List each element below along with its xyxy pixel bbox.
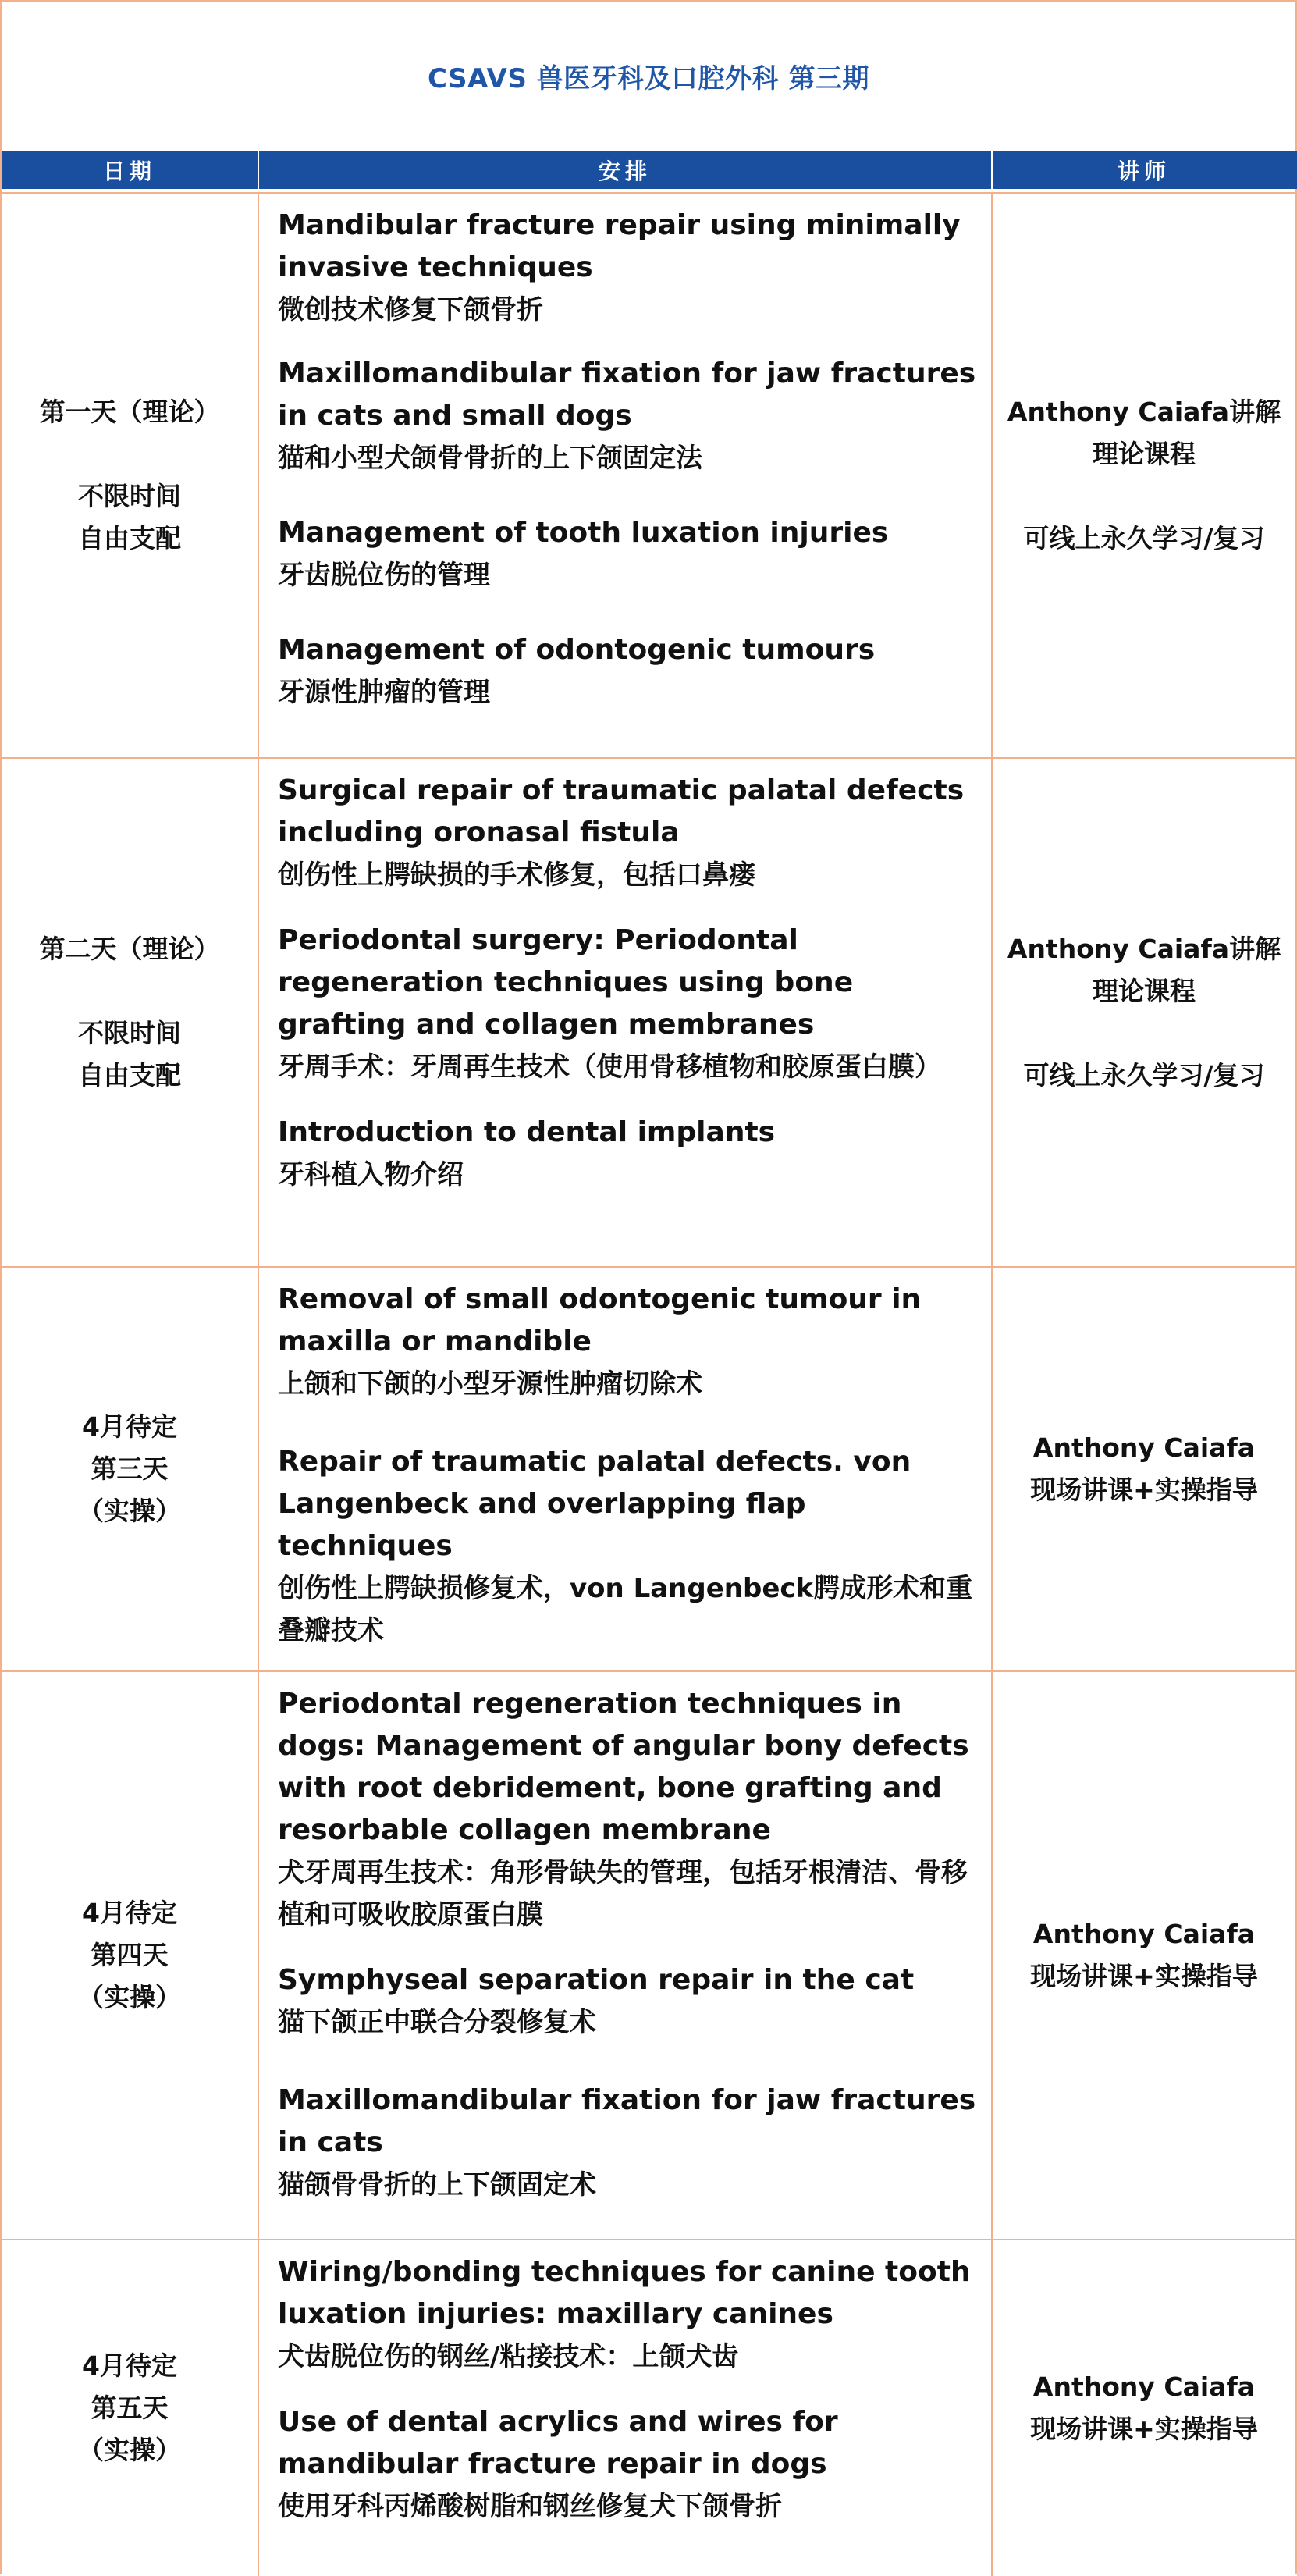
day-label: 第二天（理论） (39, 934, 220, 964)
item-zh: 创伤性上腭缺损的手术修复，包括口鼻瘘 (278, 859, 755, 891)
item-zh: 牙科植入物介绍 (278, 1159, 464, 1190)
lecturer-course: 现场讲课+实操指导 (1030, 1475, 1258, 1505)
day-type: （实操） (78, 1496, 181, 1526)
item-en: Wiring/bonding techniques for canine tooth luxation injuries: maxillary canines (278, 2256, 971, 2330)
list-item (278, 920, 986, 1088)
list-item (278, 205, 986, 331)
list-item (278, 1441, 986, 1652)
day-date: 4月待定 (82, 1898, 177, 1928)
day-cell (2, 759, 259, 1266)
item-en: Maxillomandibular fixation for jaw fractures in cats (278, 2084, 976, 2158)
item-en: Introduction to dental implants (278, 1116, 776, 1148)
lecturer-cell (993, 759, 1295, 1266)
lecturer-course: 理论课程 (1093, 439, 1196, 469)
day-cell (2, 1268, 259, 1670)
item-zh: 牙周手术：牙周再生技术（使用骨移植物和胶原蛋白膜） (278, 1051, 941, 1083)
item-zh: 犬齿脱位伤的钢丝/粘接技术：上颌犬齿 (278, 2341, 739, 2372)
schedule-cell (259, 2240, 993, 2576)
lecturer-course: 现场讲课+实操指导 (1030, 1961, 1258, 1991)
schedule-cell (259, 759, 993, 1266)
day-label: 第一天（理论） (39, 397, 220, 427)
day-label: 第四天 (91, 1940, 169, 1970)
day-label: 第五天 (91, 2393, 169, 2423)
lecturer-cell (993, 194, 1295, 757)
item-zh: 微创技术修复下颌骨折 (278, 294, 543, 326)
list-item (278, 512, 986, 596)
header-schedule: 安排 (259, 151, 993, 189)
list-item (278, 1279, 986, 1405)
schedule-cell (259, 1672, 993, 2239)
table-row (2, 2239, 1295, 2576)
lecturer-course: 现场讲课+实操指导 (1030, 2414, 1258, 2444)
day-date: 4月待定 (82, 2350, 177, 2381)
lecturer-cell (993, 2240, 1295, 2576)
lecturer-cell (993, 1268, 1295, 1670)
title-area (2, 2, 1295, 150)
item-zh: 猫下颌正中联合分裂修复术 (278, 2007, 596, 2038)
item-zh: 猫和小型犬颌骨骨折的上下颌固定法 (278, 443, 702, 474)
lecturer-note: 可线上永久学习/复习 (1023, 1060, 1265, 1091)
lecturer-cell (993, 1672, 1295, 2239)
header-lecturer: 讲师 (1117, 158, 1171, 184)
day-type: （实操） (78, 1982, 181, 2012)
item-zh: 猫颌骨骨折的上下颌固定术 (278, 2169, 596, 2201)
list-item (278, 629, 986, 713)
item-en: Symphyseal separation repair in the cat (278, 1964, 915, 1996)
page-title: CSAVS 兽医牙科及口腔外科 第三期 (427, 62, 870, 94)
list-item (278, 2401, 986, 2528)
header-date: 日期 (2, 151, 259, 189)
table-row (2, 1266, 1295, 1670)
list-item (278, 2080, 986, 2206)
lecturer-name: Anthony Caiafa讲解 (1007, 934, 1281, 964)
day-time: 不限时间 (78, 481, 181, 511)
lecturer-course: 理论课程 (1093, 976, 1196, 1006)
item-en: Maxillomandibular fixation for jaw fractures in cats and small dogs (278, 358, 976, 432)
day-date: 4月待定 (82, 1411, 177, 1442)
item-en: Management of odontogenic tumours (278, 634, 876, 666)
list-item (278, 353, 986, 479)
item-zh: 使用牙科丙烯酸树脂和钢丝修复犬下颌骨折 (278, 2491, 782, 2522)
schedule-cell (259, 194, 993, 757)
lecturer-name: Anthony Caiafa (1032, 1919, 1256, 1949)
item-en: Surgical repair of traumatic palatal defects including oronasal fistula (278, 774, 965, 849)
item-en: Removal of small odontogenic tumour in maxilla or mandible (278, 1283, 922, 1357)
lecturer-name: Anthony Caiafa (1032, 2371, 1256, 2402)
day-cell (2, 1672, 259, 2239)
list-item (278, 2251, 986, 2378)
list-item (278, 1112, 986, 1196)
day-type: （实操） (78, 2435, 181, 2465)
lecturer-note: 可线上永久学习/复习 (1023, 523, 1265, 553)
item-en: Management of tooth luxation injuries (278, 517, 889, 549)
item-zh: 创伤性上腭缺损修复术，von Langenbeck腭成形术和重叠瓣技术 (278, 1573, 973, 1646)
day-time: 不限时间 (78, 1018, 181, 1048)
day-note: 自由支配 (78, 523, 181, 553)
item-zh: 牙源性肿瘤的管理 (278, 677, 490, 708)
day-label: 第三天 (91, 1453, 169, 1484)
item-en: Periodontal surgery: Periodontal regeneration techniques using bone grafting and collagen membranes (278, 924, 854, 1041)
day-note: 自由支配 (78, 1060, 181, 1091)
item-en: Mandibular fracture repair using minimally invasive techniques (278, 209, 961, 283)
day-cell (2, 2240, 259, 2576)
table-header (2, 151, 1297, 189)
table-row (2, 757, 1295, 1266)
item-zh: 牙齿脱位伤的管理 (278, 560, 490, 591)
schedule-cell (259, 1268, 993, 1670)
item-zh: 上颌和下颌的小型牙源性肿瘤切除术 (278, 1368, 702, 1400)
table-row (2, 192, 1295, 757)
item-en: Use of dental acrylics and wires for mandibular fracture repair in dogs (278, 2406, 838, 2480)
item-en: Repair of traumatic palatal defects. von Langenbeck and overlapping flap techniques (278, 1446, 911, 1562)
list-item (278, 1683, 986, 1936)
lecturer-name: Anthony Caiafa讲解 (1007, 397, 1281, 427)
item-en: Periodontal regeneration techniques in dogs: Management of angular bony defects with root debridement, bone grafting and resorbable collagen membrane (278, 1688, 969, 1846)
lecturer-name: Anthony Caiafa (1032, 1432, 1256, 1463)
list-item (278, 770, 986, 896)
day-cell (2, 194, 259, 757)
list-item (278, 1959, 986, 2044)
table-row (2, 1670, 1295, 2239)
item-zh: 犬牙周再生技术：角形骨缺失的管理，包括牙根清洁、骨移植和可吸收胶原蛋白膜 (278, 1857, 968, 1930)
